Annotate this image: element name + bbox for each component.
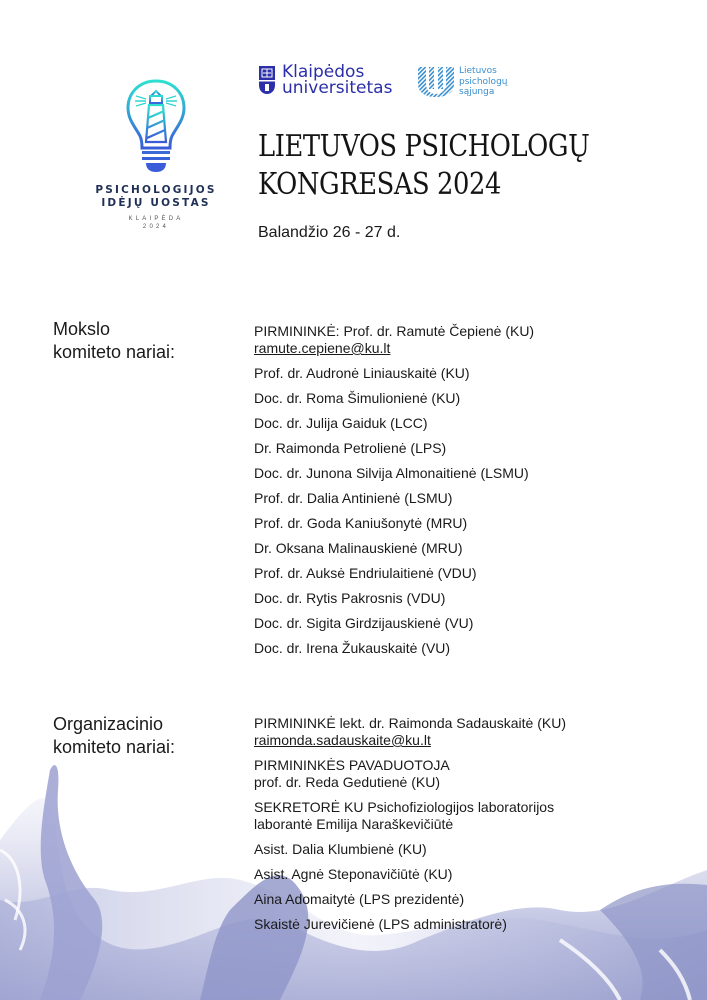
list-item: Doc. dr. Junona Silvija Almonaitienė (LSMU) [254, 465, 529, 481]
label-line-1: Organizacinio [53, 714, 164, 734]
organizing-committee-list [254, 715, 674, 941]
ku-shield-icon [258, 65, 276, 95]
committee-chair [254, 323, 674, 357]
event-dates: Balandžio 26 - 27 d. [258, 224, 401, 241]
list-item: Asist. Dalia Klumbienė (KU) [254, 841, 427, 857]
brand-city: KLAIPĖDA [128, 216, 184, 222]
lps-emblem-icon [417, 66, 455, 98]
lps-name-line-2: psichologų [459, 76, 508, 87]
label-line-1: Mokslo [53, 319, 111, 339]
list-item: Dr. Oksana Malinauskienė (MRU) [254, 540, 463, 556]
committee-deputy [254, 757, 674, 791]
list-item: Prof. dr. Auksė Endriulaitienė (VDU) [254, 565, 477, 581]
lighthouse-bulb-icon [124, 78, 188, 178]
list-item: Doc. dr. Roma Šimulionienė (KU) [254, 390, 461, 406]
title-line-2: KONGRESAS 2024 [258, 167, 502, 202]
deputy-title: PIRMININKĖS PAVADUOTOJA [254, 757, 450, 773]
title-line-1: LIETUVOS PSICHOLOGŲ [258, 129, 590, 164]
ku-name-line-2: universitetas [282, 78, 393, 98]
lps-name-line-3: sąjunga [459, 87, 495, 98]
deputy-name: prof. dr. Reda Gedutienė (KU) [254, 774, 440, 790]
list-item: Prof. dr. Goda Kaniušonytė (MRU) [254, 515, 468, 531]
chair-name: PIRMININKĖ lekt. dr. Raimonda Sadauskaitė (KU) [254, 715, 567, 731]
secretary-title: SEKRETORĖ KU Psichofiziologijos laboratorijos [254, 799, 555, 815]
list-item: Doc. dr. Julija Gaiduk (LCC) [254, 415, 428, 431]
list-item: Aina Adomaitytė (LPS prezidentė) [254, 891, 465, 907]
list-item: Doc. dr. Sigita Girdzijauskienė (VU) [254, 615, 474, 631]
label-line-2: komiteto nariai: [53, 342, 176, 362]
list-item: Prof. dr. Dalia Antinienė (LSMU) [254, 490, 453, 506]
list-item: Doc. dr. Irena Žukauskaitė (VU) [254, 640, 451, 656]
organizing-committee-label [53, 713, 175, 759]
chair-email-link[interactable]: raimonda.sadauskaite@ku.lt [254, 732, 431, 748]
list-item: Dr. Raimonda Petrolienė (LPS) [254, 440, 447, 456]
chair-email-link[interactable]: ramute.cepiene@ku.lt [254, 340, 391, 356]
page-title [258, 128, 589, 204]
label-line-2: komiteto nariai: [53, 737, 176, 757]
lps-logo [417, 66, 508, 98]
list-item: Doc. dr. Rytis Pakrosnis (VDU) [254, 590, 446, 606]
list-item: Prof. dr. Audronė Liniauskaitė (KU) [254, 365, 470, 381]
committee-chair [254, 715, 674, 749]
chair-name: PIRMININKĖ: Prof. dr. Ramutė Čepienė (KU) [254, 323, 535, 339]
secretary-name: laborantė Emilija Naraškevičiūtė [254, 816, 454, 832]
list-item: Skaistė Jurevičienė (LPS administratorė) [254, 916, 507, 932]
scientific-committee-label [53, 318, 175, 364]
congress-logo [86, 78, 226, 231]
ku-logo [258, 64, 392, 96]
list-item: Asist. Agnė Steponavičiūtė (KU) [254, 866, 453, 882]
lps-name-line-1: Lietuvos [459, 66, 497, 77]
brand-line-2: IDĖJŲ UOSTAS [101, 197, 211, 209]
brand-year: 2024 [142, 224, 170, 230]
brand-line-1: PSICHOLOGIJOS [95, 184, 217, 196]
ku-name-line-1: Klaipėdos [282, 62, 365, 82]
committee-secretary [254, 799, 674, 833]
scientific-committee-list [254, 323, 674, 665]
